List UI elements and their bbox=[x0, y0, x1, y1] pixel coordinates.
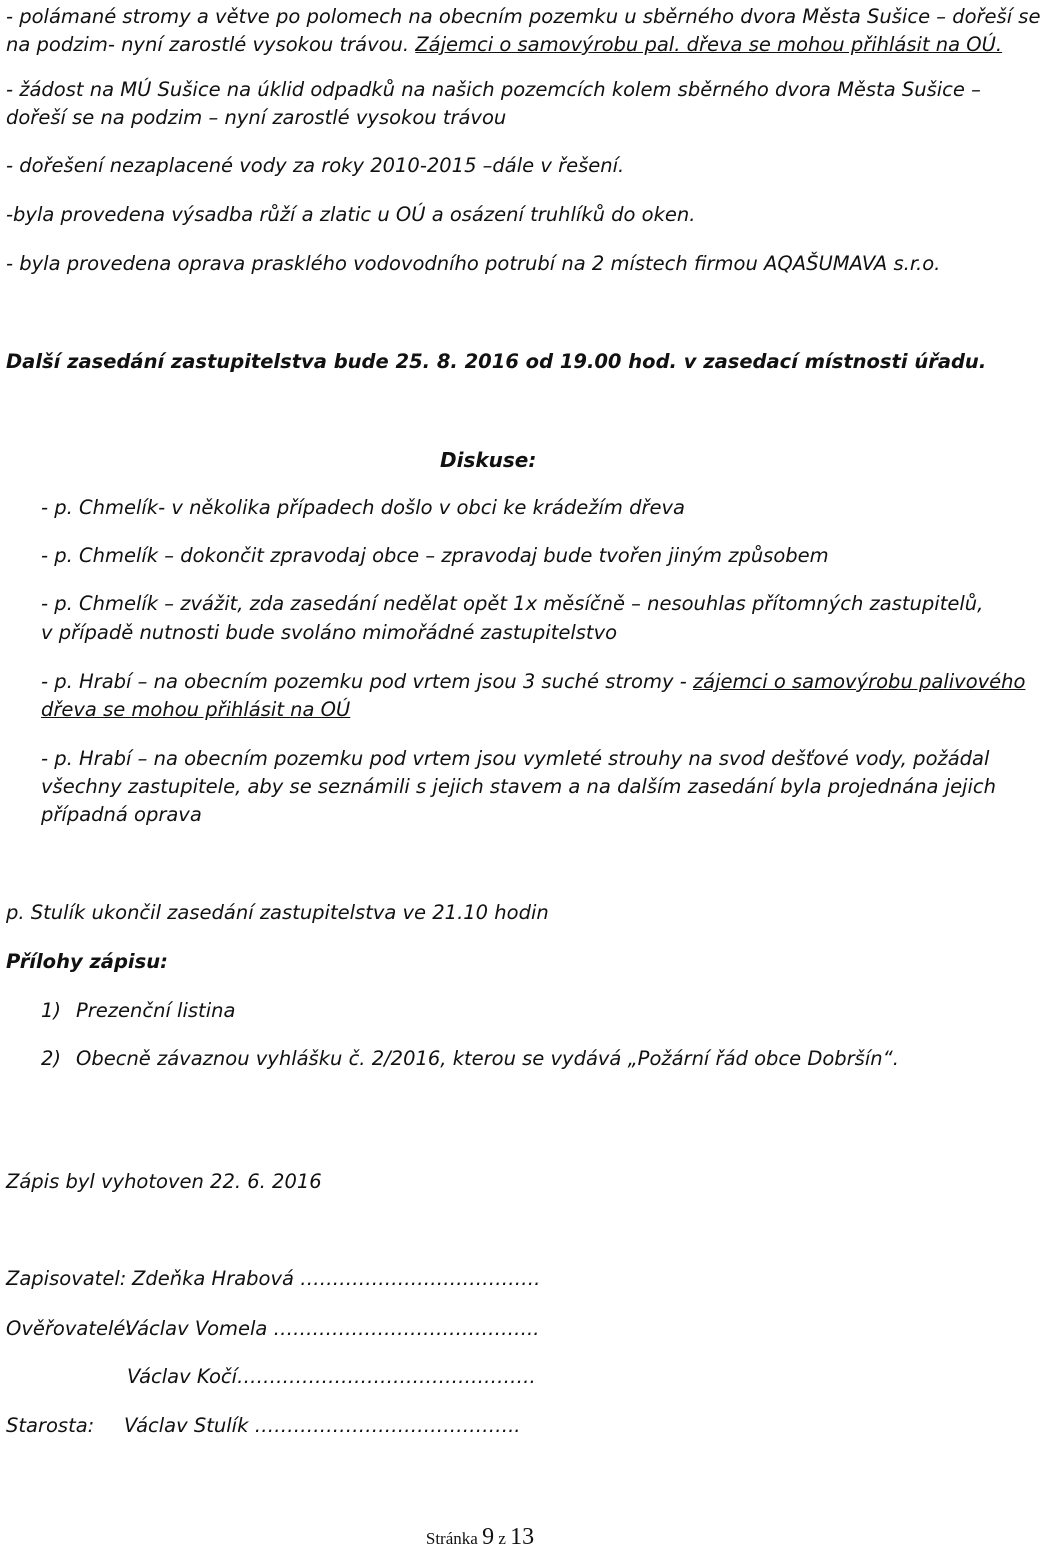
footer-page-word: Stránka bbox=[425, 1529, 478, 1548]
discussion-item-2: - p. Chmelík – dokončit zpravodaj obce – zpravodaj bude tvořen jiným způsobem bbox=[41, 544, 829, 567]
discussion-item-4-line-2: dřeva se mohou přihlásit na OÚ bbox=[41, 698, 351, 721]
signature-mayor-label: Starosta: bbox=[6, 1414, 95, 1437]
discussion-item-3-line-1: - p. Chmelík – zvážit, zda zasedání nedělat opět 1x měsíčně – nesouhlas přítomných zastupitelů, bbox=[41, 592, 984, 615]
discussion-item-5-line-1: - p. Hrabí – na obecním pozemku pod vrtem jsou vymleté strouhy na svod dešťové vody, požádal bbox=[41, 747, 990, 770]
footer-of-word: z bbox=[498, 1529, 506, 1548]
signature-recorder-label: Zapisovatel: bbox=[6, 1267, 127, 1290]
discussion-item-1: - p. Chmelík- v několika případech došlo v obci ke krádežím dřeva bbox=[41, 496, 685, 519]
discussion-item-4-line-1 bbox=[41, 672, 1025, 692]
intro-line-2 bbox=[6, 35, 1002, 55]
discussion-item-3-line-2: v případě nutnosti bude svoláno mimořádné zastupitelstvo bbox=[41, 621, 618, 644]
attachment-item-1-text: Prezenční listina bbox=[76, 999, 236, 1022]
next-meeting-notice: Další zasedání zastupitelstva bude 25. 8. 2016 od 19.00 hod. v zasedací místnosti úřadu. bbox=[6, 350, 987, 373]
intro-line-4: dořeší se na podzim – nyní zarostlé vysokou trávou bbox=[6, 106, 507, 129]
discussion-title: Diskuse: bbox=[440, 448, 537, 472]
intro-line-6: -byla provedena výsadba růží a zlatic u OÚ a osázení truhlíků do oken. bbox=[6, 203, 696, 226]
attachment-item-1 bbox=[41, 999, 236, 1022]
intro-line-2-text: na podzim- nyní zarostlé vysokou trávou. bbox=[6, 33, 416, 56]
signature-verifier-1: Václav Vomela ………………………………….. bbox=[125, 1317, 540, 1340]
signature-mayor-name: Václav Stulík ………………………………….. bbox=[124, 1414, 521, 1437]
record-date: Zápis byl vyhotoven 22. 6. 2016 bbox=[6, 1170, 322, 1193]
closing-statement: p. Stulík ukončil zasedání zastupitelstva ve 21.10 hodin bbox=[6, 901, 549, 924]
signature-verifiers-label: Ověřovatelé: bbox=[6, 1317, 132, 1340]
intro-line-7: - byla provedena oprava prasklého vodovodního potrubí na 2 místech firmou AQAŠUMAVA s.r.o. bbox=[6, 252, 941, 275]
attachment-item-2-number: 2) bbox=[41, 1047, 62, 1070]
page-footer bbox=[0, 1524, 960, 1551]
attachments-title: Přílohy zápisu: bbox=[6, 950, 168, 973]
attachment-item-1-number: 1) bbox=[41, 999, 62, 1022]
discussion-item-5-line-2: všechny zastupitele, aby se seznámili s jejich stavem a na dalším zasedání byla projednána jejich bbox=[41, 775, 996, 798]
footer-page-number: 9 bbox=[482, 1524, 495, 1550]
discussion-item-5-line-3: případná oprava bbox=[41, 803, 202, 826]
signature-verifier-2: Václav Kočí………………………………………. bbox=[127, 1365, 536, 1388]
signature-recorder-name: Zdeňka Hrabová ………………………………. bbox=[132, 1267, 541, 1290]
intro-line-1: - polámané stromy a větve po polomech na obecním pozemku u sběrného dvora Města Sušice – dořeší se bbox=[6, 5, 1040, 28]
footer-page-total: 13 bbox=[510, 1524, 535, 1550]
discussion-item-4-underlined: zájemci o samovýrobu palivového bbox=[692, 670, 1026, 693]
intro-line-2-underlined: Zájemci o samovýrobu pal. dřeva se mohou přihlásit na OÚ. bbox=[415, 33, 1003, 56]
attachment-item-2 bbox=[41, 1047, 899, 1070]
intro-line-3: - žádost na MÚ Sušice na úklid odpadků na našich pozemcích kolem sběrného dvora Města Sušice – bbox=[6, 78, 981, 101]
discussion-item-4-text: - p. Hrabí – na obecním pozemku pod vrtem jsou 3 suché stromy - bbox=[41, 670, 693, 693]
attachment-item-2-text: Obecně závaznou vyhlášku č. 2/2016, kterou se vydává „Požární řád obce Dobršín“. bbox=[76, 1047, 899, 1070]
intro-line-5: - dořešení nezaplacené vody za roky 2010-2015 –dále v řešení. bbox=[6, 154, 625, 177]
